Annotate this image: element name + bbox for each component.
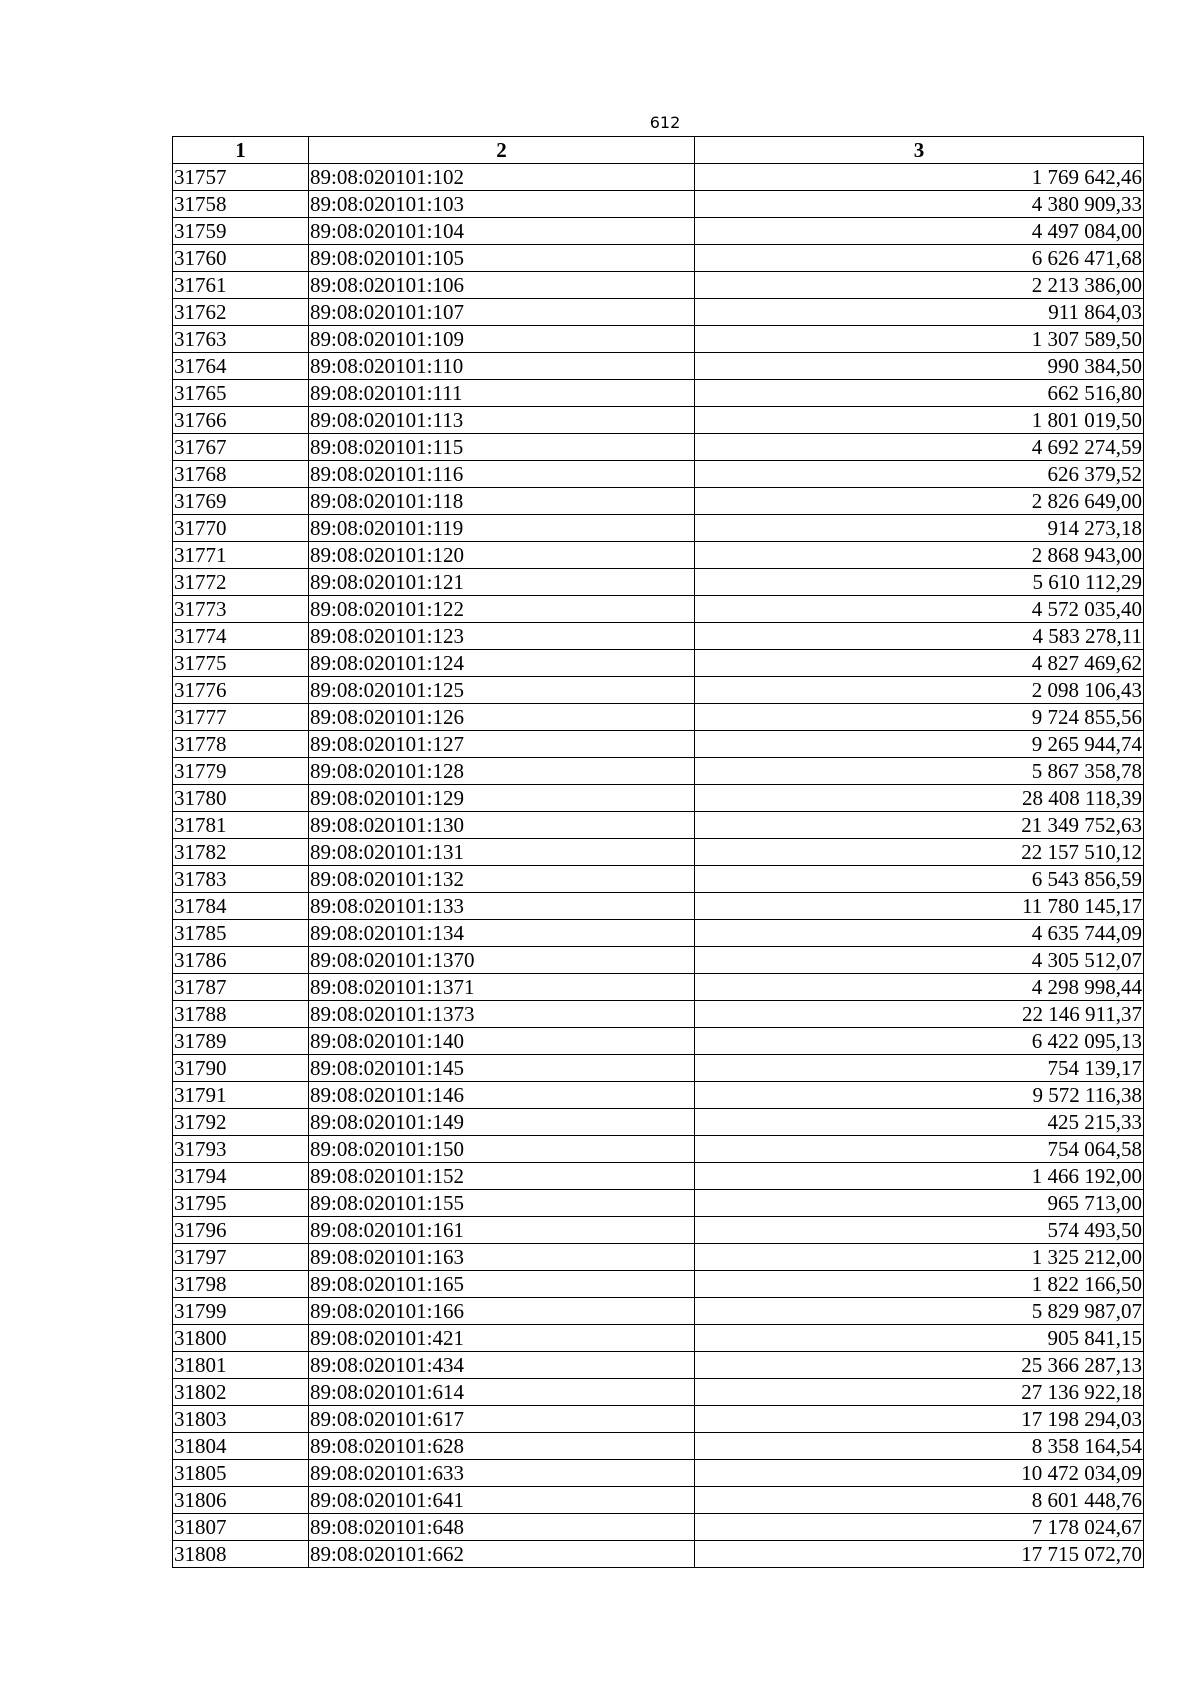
value-cell: 11 780 145,17 — [695, 893, 1144, 920]
cadastral-number-cell: 89:08:020101:122 — [309, 596, 695, 623]
value-cell: 9 265 944,74 — [695, 731, 1144, 758]
row-number-cell: 31788 — [173, 1001, 309, 1028]
value-cell: 4 497 084,00 — [695, 218, 1144, 245]
table-row — [173, 866, 1144, 893]
table-header — [173, 137, 1144, 164]
row-number-cell: 31796 — [173, 1217, 309, 1244]
cadastral-number-cell: 89:08:020101:116 — [309, 461, 695, 488]
cadastral-number-cell: 89:08:020101:104 — [309, 218, 695, 245]
value-cell: 5 867 358,78 — [695, 758, 1144, 785]
table-row — [173, 893, 1144, 920]
value-cell: 914 273,18 — [695, 515, 1144, 542]
row-number-cell: 31772 — [173, 569, 309, 596]
column-header-2: 2 — [309, 137, 695, 164]
table-row — [173, 1379, 1144, 1406]
value-cell: 9 724 855,56 — [695, 704, 1144, 731]
row-number-cell: 31807 — [173, 1514, 309, 1541]
row-number-cell: 31780 — [173, 785, 309, 812]
row-number-cell: 31758 — [173, 191, 309, 218]
row-number-cell: 31792 — [173, 1109, 309, 1136]
table-row — [173, 1082, 1144, 1109]
value-cell: 17 715 072,70 — [695, 1541, 1144, 1568]
table-row — [173, 785, 1144, 812]
row-number-cell: 31773 — [173, 596, 309, 623]
cadastral-number-cell: 89:08:020101:155 — [309, 1190, 695, 1217]
value-cell: 425 215,33 — [695, 1109, 1144, 1136]
cadastral-number-cell: 89:08:020101:132 — [309, 866, 695, 893]
table-row — [173, 596, 1144, 623]
value-cell: 2 826 649,00 — [695, 488, 1144, 515]
table-row — [173, 434, 1144, 461]
row-number-cell: 31785 — [173, 920, 309, 947]
row-number-cell: 31797 — [173, 1244, 309, 1271]
cadastral-number-cell: 89:08:020101:118 — [309, 488, 695, 515]
cadastral-number-cell: 89:08:020101:102 — [309, 164, 695, 191]
table-row — [173, 1109, 1144, 1136]
page-number: 612 — [649, 113, 681, 132]
column-header-1: 1 — [173, 137, 309, 164]
table-row — [173, 812, 1144, 839]
value-cell: 17 198 294,03 — [695, 1406, 1144, 1433]
cadastral-number-cell: 89:08:020101:434 — [309, 1352, 695, 1379]
table-row — [173, 515, 1144, 542]
table-row — [173, 272, 1144, 299]
cadastral-number-cell: 89:08:020101:1370 — [309, 947, 695, 974]
cadastral-number-cell: 89:08:020101:107 — [309, 299, 695, 326]
table-body — [173, 164, 1144, 1568]
table-row — [173, 1217, 1144, 1244]
table-row — [173, 1325, 1144, 1352]
value-cell: 990 384,50 — [695, 353, 1144, 380]
cadastral-number-cell: 89:08:020101:161 — [309, 1217, 695, 1244]
table-row — [173, 839, 1144, 866]
row-number-cell: 31794 — [173, 1163, 309, 1190]
value-cell: 905 841,15 — [695, 1325, 1144, 1352]
cadastral-number-cell: 89:08:020101:145 — [309, 1055, 695, 1082]
value-cell: 4 298 998,44 — [695, 974, 1144, 1001]
row-number-cell: 31801 — [173, 1352, 309, 1379]
cadastral-number-cell: 89:08:020101:152 — [309, 1163, 695, 1190]
value-cell: 2 098 106,43 — [695, 677, 1144, 704]
table-row — [173, 650, 1144, 677]
table-row — [173, 299, 1144, 326]
row-number-cell: 31770 — [173, 515, 309, 542]
table-row — [173, 353, 1144, 380]
row-number-cell: 31774 — [173, 623, 309, 650]
value-cell: 2 868 943,00 — [695, 542, 1144, 569]
value-cell: 4 380 909,33 — [695, 191, 1144, 218]
cadastral-number-cell: 89:08:020101:123 — [309, 623, 695, 650]
table-row — [173, 245, 1144, 272]
cadastral-number-cell: 89:08:020101:628 — [309, 1433, 695, 1460]
cadastral-number-cell: 89:08:020101:129 — [309, 785, 695, 812]
table-row — [173, 974, 1144, 1001]
row-number-cell: 31799 — [173, 1298, 309, 1325]
row-number-cell: 31765 — [173, 380, 309, 407]
value-cell: 27 136 922,18 — [695, 1379, 1144, 1406]
value-cell: 1 769 642,46 — [695, 164, 1144, 191]
row-number-cell: 31777 — [173, 704, 309, 731]
cadastral-number-cell: 89:08:020101:115 — [309, 434, 695, 461]
table-row — [173, 1460, 1144, 1487]
cadastral-number-cell: 89:08:020101:126 — [309, 704, 695, 731]
table-row — [173, 1163, 1144, 1190]
cadastral-number-cell: 89:08:020101:165 — [309, 1271, 695, 1298]
cadastral-number-cell: 89:08:020101:113 — [309, 407, 695, 434]
table-row — [173, 731, 1144, 758]
row-number-cell: 31769 — [173, 488, 309, 515]
row-number-cell: 31789 — [173, 1028, 309, 1055]
row-number-cell: 31798 — [173, 1271, 309, 1298]
value-cell: 965 713,00 — [695, 1190, 1144, 1217]
table-row — [173, 1244, 1144, 1271]
table-row — [173, 947, 1144, 974]
row-number-cell: 31808 — [173, 1541, 309, 1568]
row-number-cell: 31763 — [173, 326, 309, 353]
cadastral-number-cell: 89:08:020101:140 — [309, 1028, 695, 1055]
cadastral-number-cell: 89:08:020101:120 — [309, 542, 695, 569]
value-cell: 6 422 095,13 — [695, 1028, 1144, 1055]
value-cell: 22 157 510,12 — [695, 839, 1144, 866]
value-cell: 25 366 287,13 — [695, 1352, 1144, 1379]
value-cell: 4 583 278,11 — [695, 623, 1144, 650]
value-cell: 21 349 752,63 — [695, 812, 1144, 839]
value-cell: 6 543 856,59 — [695, 866, 1144, 893]
table-row — [173, 488, 1144, 515]
cadastral-number-cell: 89:08:020101:111 — [309, 380, 695, 407]
cadastral-number-cell: 89:08:020101:130 — [309, 812, 695, 839]
table-row — [173, 1406, 1144, 1433]
value-cell: 574 493,50 — [695, 1217, 1144, 1244]
table-row — [173, 164, 1144, 191]
cadastral-number-cell: 89:08:020101:1373 — [309, 1001, 695, 1028]
value-cell: 28 408 118,39 — [695, 785, 1144, 812]
table-row — [173, 1271, 1144, 1298]
table-row — [173, 1514, 1144, 1541]
row-number-cell: 31790 — [173, 1055, 309, 1082]
cadastral-number-cell: 89:08:020101:103 — [309, 191, 695, 218]
cadastral-number-cell: 89:08:020101:150 — [309, 1136, 695, 1163]
row-number-cell: 31781 — [173, 812, 309, 839]
value-cell: 6 626 471,68 — [695, 245, 1144, 272]
cadastral-number-cell: 89:08:020101:124 — [309, 650, 695, 677]
cadastral-number-cell: 89:08:020101:133 — [309, 893, 695, 920]
table-row — [173, 677, 1144, 704]
value-cell: 4 305 512,07 — [695, 947, 1144, 974]
cadastral-number-cell: 89:08:020101:109 — [309, 326, 695, 353]
table-row — [173, 1487, 1144, 1514]
cadastral-number-cell: 89:08:020101:134 — [309, 920, 695, 947]
cadastral-number-cell: 89:08:020101:146 — [309, 1082, 695, 1109]
row-number-cell: 31783 — [173, 866, 309, 893]
cadastral-number-cell: 89:08:020101:149 — [309, 1109, 695, 1136]
row-number-cell: 31805 — [173, 1460, 309, 1487]
row-number-cell: 31766 — [173, 407, 309, 434]
table-row — [173, 218, 1144, 245]
value-cell: 1 466 192,00 — [695, 1163, 1144, 1190]
table-row — [173, 407, 1144, 434]
cadastral-number-cell: 89:08:020101:128 — [309, 758, 695, 785]
value-cell: 626 379,52 — [695, 461, 1144, 488]
table-row — [173, 191, 1144, 218]
row-number-cell: 31767 — [173, 434, 309, 461]
value-cell: 7 178 024,67 — [695, 1514, 1144, 1541]
value-cell: 1 307 589,50 — [695, 326, 1144, 353]
row-number-cell: 31778 — [173, 731, 309, 758]
value-cell: 1 822 166,50 — [695, 1271, 1144, 1298]
table-row — [173, 758, 1144, 785]
row-number-cell: 31761 — [173, 272, 309, 299]
table-row — [173, 569, 1144, 596]
row-number-cell: 31806 — [173, 1487, 309, 1514]
value-cell: 2 213 386,00 — [695, 272, 1144, 299]
value-cell: 5 829 987,07 — [695, 1298, 1144, 1325]
row-number-cell: 31757 — [173, 164, 309, 191]
row-number-cell: 31779 — [173, 758, 309, 785]
table-row — [173, 1136, 1144, 1163]
row-number-cell: 31795 — [173, 1190, 309, 1217]
value-cell: 4 572 035,40 — [695, 596, 1144, 623]
row-number-cell: 31782 — [173, 839, 309, 866]
cadastral-number-cell: 89:08:020101:105 — [309, 245, 695, 272]
row-number-cell: 31775 — [173, 650, 309, 677]
registry-table — [172, 136, 1144, 1568]
value-cell: 662 516,80 — [695, 380, 1144, 407]
row-number-cell: 31764 — [173, 353, 309, 380]
cadastral-number-cell: 89:08:020101:166 — [309, 1298, 695, 1325]
cadastral-number-cell: 89:08:020101:662 — [309, 1541, 695, 1568]
table-row — [173, 1352, 1144, 1379]
table-row — [173, 1541, 1144, 1568]
column-header-3: 3 — [695, 137, 1144, 164]
row-number-cell: 31762 — [173, 299, 309, 326]
value-cell: 1 801 019,50 — [695, 407, 1144, 434]
cadastral-number-cell: 89:08:020101:633 — [309, 1460, 695, 1487]
value-cell: 4 635 744,09 — [695, 920, 1144, 947]
cadastral-number-cell: 89:08:020101:110 — [309, 353, 695, 380]
row-number-cell: 31803 — [173, 1406, 309, 1433]
row-number-cell: 31768 — [173, 461, 309, 488]
cadastral-number-cell: 89:08:020101:1371 — [309, 974, 695, 1001]
row-number-cell: 31787 — [173, 974, 309, 1001]
row-number-cell: 31776 — [173, 677, 309, 704]
table-row — [173, 1028, 1144, 1055]
row-number-cell: 31760 — [173, 245, 309, 272]
table-row — [173, 326, 1144, 353]
value-cell: 8 358 164,54 — [695, 1433, 1144, 1460]
cadastral-number-cell: 89:08:020101:131 — [309, 839, 695, 866]
cadastral-number-cell: 89:08:020101:163 — [309, 1244, 695, 1271]
row-number-cell: 31771 — [173, 542, 309, 569]
value-cell: 22 146 911,37 — [695, 1001, 1144, 1028]
value-cell: 4 692 274,59 — [695, 434, 1144, 461]
cadastral-number-cell: 89:08:020101:614 — [309, 1379, 695, 1406]
table-row — [173, 623, 1144, 650]
cadastral-number-cell: 89:08:020101:125 — [309, 677, 695, 704]
table-row — [173, 920, 1144, 947]
table-row — [173, 380, 1144, 407]
value-cell: 9 572 116,38 — [695, 1082, 1144, 1109]
value-cell: 5 610 112,29 — [695, 569, 1144, 596]
value-cell: 1 325 212,00 — [695, 1244, 1144, 1271]
cadastral-number-cell: 89:08:020101:421 — [309, 1325, 695, 1352]
header-row — [173, 137, 1144, 164]
cadastral-number-cell: 89:08:020101:641 — [309, 1487, 695, 1514]
cadastral-number-cell: 89:08:020101:121 — [309, 569, 695, 596]
row-number-cell: 31791 — [173, 1082, 309, 1109]
value-cell: 8 601 448,76 — [695, 1487, 1144, 1514]
cadastral-number-cell: 89:08:020101:617 — [309, 1406, 695, 1433]
table-row — [173, 1190, 1144, 1217]
row-number-cell: 31800 — [173, 1325, 309, 1352]
row-number-cell: 31802 — [173, 1379, 309, 1406]
row-number-cell: 31786 — [173, 947, 309, 974]
row-number-cell: 31784 — [173, 893, 309, 920]
row-number-cell: 31804 — [173, 1433, 309, 1460]
table-row — [173, 1055, 1144, 1082]
value-cell: 4 827 469,62 — [695, 650, 1144, 677]
table-row — [173, 1298, 1144, 1325]
table-row — [173, 542, 1144, 569]
value-cell: 754 064,58 — [695, 1136, 1144, 1163]
row-number-cell: 31759 — [173, 218, 309, 245]
row-number-cell: 31793 — [173, 1136, 309, 1163]
cadastral-number-cell: 89:08:020101:648 — [309, 1514, 695, 1541]
value-cell: 10 472 034,09 — [695, 1460, 1144, 1487]
table-row — [173, 1001, 1144, 1028]
table-row — [173, 461, 1144, 488]
value-cell: 754 139,17 — [695, 1055, 1144, 1082]
cadastral-number-cell: 89:08:020101:119 — [309, 515, 695, 542]
value-cell: 911 864,03 — [695, 299, 1144, 326]
cadastral-number-cell: 89:08:020101:106 — [309, 272, 695, 299]
table-row — [173, 1433, 1144, 1460]
cadastral-number-cell: 89:08:020101:127 — [309, 731, 695, 758]
table-row — [173, 704, 1144, 731]
